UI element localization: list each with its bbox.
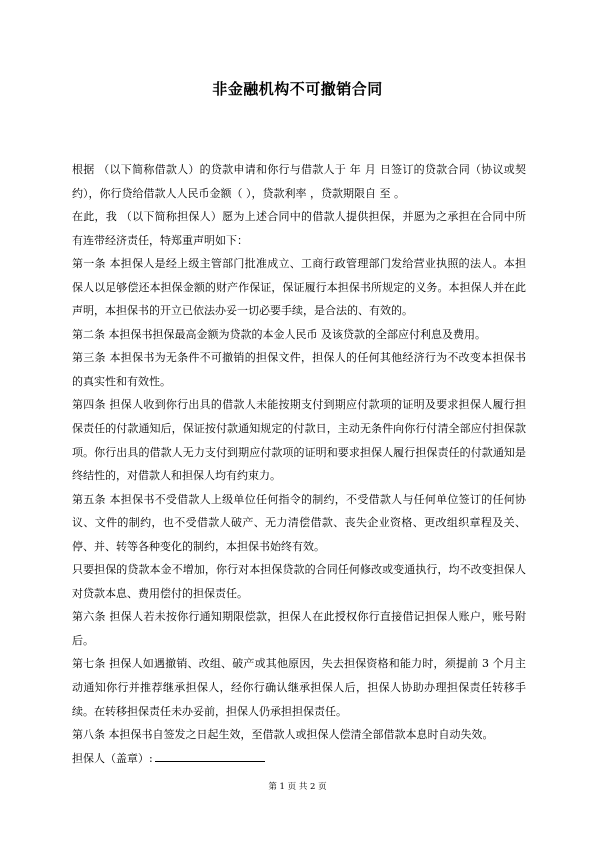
- document-body: [72, 158, 526, 770]
- article-3: 第三条 本担保书为无条件不可撤销的担保文件，担保人的任何其他经济行为不改变本担保书的真实性和有效性。: [72, 351, 526, 388]
- article-4: 第四条 担保人收到你行出具的借款人未能按期支付到期应付款项的证明及要求担保人履行担保责任的付款通知后，保证按付款通知规定的付款日，主动无条件向你行付清全部应付担保款项。你行出具的借款人无力支付到期应付款项的证明和要求担保人履行担保责任的付款通知是终结性的，对借款人和担保人均有约束力。: [72, 398, 526, 483]
- paragraph-declaration: 在此，我 （以下简称担保人）愿为上述合同中的借款人提供担保，并愿为之承担在合同中所有连带经济责任，特郑重声明如下：: [72, 210, 526, 247]
- signature-label: 担保人（盖章）:: [72, 751, 153, 765]
- article-5: 第五条 本担保书不受借款人上级单位任何指令的制约，不受借款人与任何单位签订的任何协议、文件的制约，也不受借款人破产、无力清偿借款、丧失企业资格、更改组织章程及关、停、并、转等各种变化的制约，本担保书始终有效。: [72, 492, 526, 553]
- document-title: 非金融机构不可撤销合同: [212, 80, 383, 98]
- page-number: 第 1 页 共 2 页: [268, 782, 327, 792]
- article-7: 第七条 担保人如遇撤销、改组、破产或其他原因，失去担保资格和能力时，须提前 3 个月主动通知你行并推荐继承担保人，经你行确认继承担保人后，担保人协助办理担保责任转移手续。在转移担保责任未办妥前，担保人仍承担担保责任。: [72, 657, 526, 718]
- signature-row: [72, 747, 526, 771]
- article-8: 第八条 本担保书自签发之日起生效，至借款人或担保人偿清全部借款本息时自动失效。: [72, 728, 494, 742]
- paragraph-intro: 根据 （以下简称借款人）的贷款申请和你行与借款人于 年 月 日签订的贷款合同（协议或契约），你行贷给借款人人民币金额（ ），贷款利率 ，贷款期限自 至 。: [72, 163, 526, 200]
- article-1: 第一条 本担保人是经上级主管部门批准成立、工商行政管理部门发给营业执照的法人。本担保人以足够偿还本担保金额的财产作保证，保证履行本担保书所规定的义务。本担保人并在此声明，本担保书的开立已依法办妥一切必要手续，是合法的、有效的。: [72, 257, 526, 318]
- article-6: 第六条 担保人若未按你行通知期限偿款，担保人在此授权你行直接借记担保人账户，账号附后。: [72, 610, 526, 647]
- article-2: 第二条 本担保书担保最高金额为贷款的本金人民币 及该贷款的全部应付利息及费用。: [72, 327, 486, 341]
- signature-line[interactable]: [155, 749, 265, 762]
- article-5-supplement: 只要担保的贷款本金不增加，你行对本担保贷款的合同任何修改或变通执行，均不改变担保人对贷款本息、费用偿付的担保责任。: [72, 563, 526, 600]
